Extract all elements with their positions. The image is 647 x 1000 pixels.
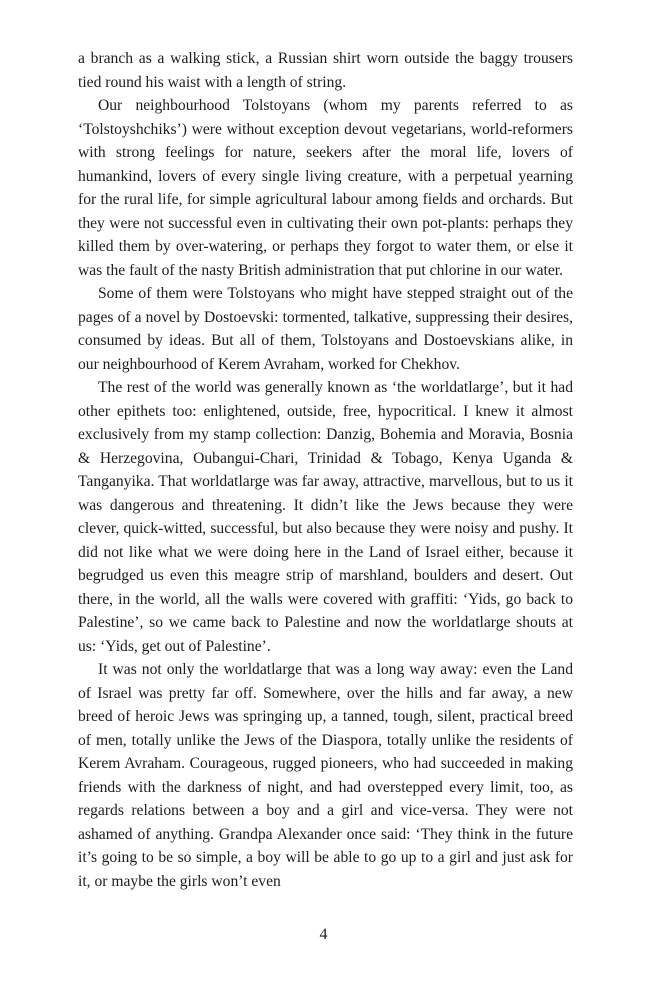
paragraph-4: The rest of the world was generally known as ‘the worldatlarge’, but it had other epithets too: enlightened, outside, free, hypocritical. I knew it almost exclusively from my stamp collection: Danzig, Bohemia and Moravia, Bosnia & Herzegovina, Oubangui-Chari, Trinidad & Tobago, Kenya Uganda & Tanganyika. That worldatlarge was far away, attractive, marvellous, but to us it was dangerous and threatening. It didn’t like the Jews because they were clever, quick-witted, successful, but also because they were noisy and pushy. It did not like what we were doing here in the Land of Israel either, because it begrudged us even this meagre strip of marshland, boulders and desert. Out there, in the world, all the walls were covered with graffiti: ‘Yids, go back to Palestine’, so we came back to Palestine and now the worldatlarge shouts at us: ‘Yids, get out of Palestine’. [78, 379, 573, 655]
page-number: 4 [319, 926, 328, 943]
paragraph-1: a branch as a walking stick, a Russian shirt worn outside the baggy trousers tied round his waist with a length of string. [78, 50, 573, 91]
paragraph-5: It was not only the worldatlarge that was a long way away: even the Land of Israel was pretty far off. Somewhere, over the hills and far away, a new breed of heroic Jews was springing up, a tanned, tough, silent, practical breed of men, totally unlike the Jews of the Diaspora, totally unlike the residents of Kerem Avraham. Courageous, rugged pioneers, who had succeeded in making friends with the darkness of night, and had overstepped every limit, too, as regards relations between a boy and a girl and vice-versa. They were not ashamed of anything. Grandpa Alexander once said: ‘They think in the future it’s going to be so simple, a boy will be able to go up to a girl and just ask for it, or maybe the girls won’t even [78, 661, 573, 890]
body-text [78, 47, 573, 893]
paragraph-2: Our neighbourhood Tolstoyans (whom my parents referred to as ‘Tolstoyshchiks’) were without exception devout vegetarians, world-reformers with strong feelings for nature, seekers after the moral life, lovers of humankind, lovers of every single living creature, with a perpetual yearning for the rural life, for simple agricultural labour among fields and orchards. But they were not successful even in cultivating their own pot-plants: perhaps they killed them by over-watering, or perhaps they forgot to water them, or else it was the fault of the nasty British administration that put chlorine in our water. [78, 97, 573, 279]
paragraph-3: Some of them were Tolstoyans who might have stepped straight out of the pages of a novel by Dostoevski: tormented, talkative, suppressing their desires, consumed by ideas. But all of them, Tolstoyans and Dostoevskians alike, in our neighbourhood of Kerem Avraham, worked for Chekhov. [78, 285, 573, 373]
